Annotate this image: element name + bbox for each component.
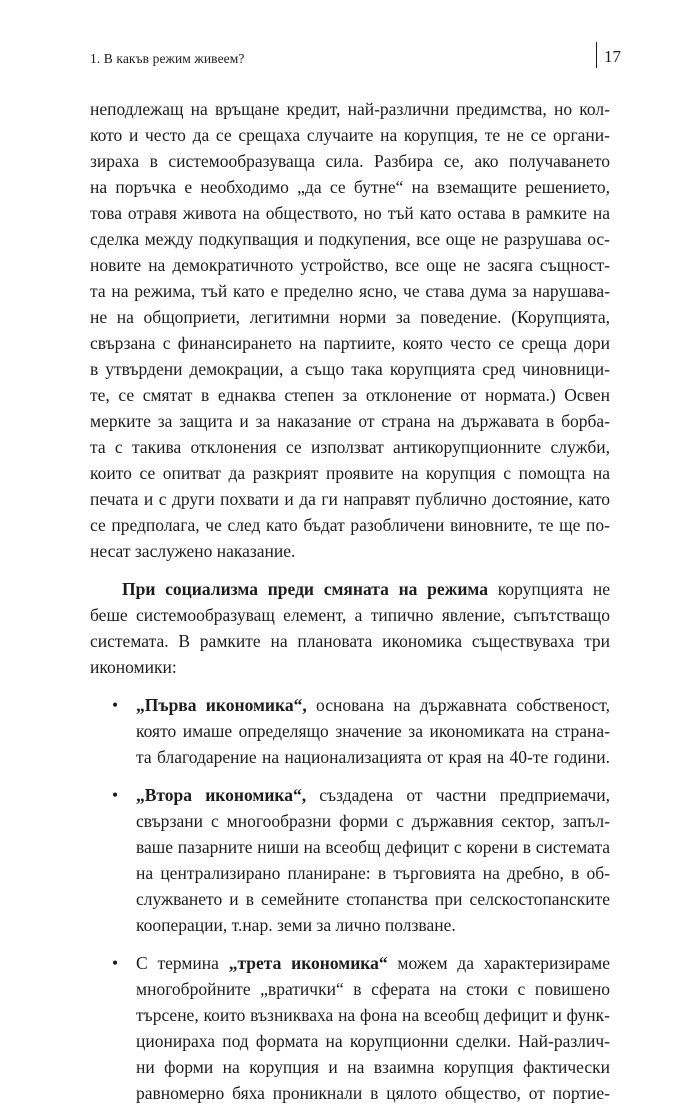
text-line: ваше пазарните ниши на всеобщ дефицит с корени в системата bbox=[136, 837, 610, 857]
text-line: мерките за защита и за наказание от страна на държавата в борба- bbox=[90, 411, 610, 431]
text-line: новите на демократичното устройство, все още не засяга същност- bbox=[90, 255, 610, 275]
text-line: беше системообразуващ елемент, а типично явление, съпътстващо bbox=[90, 605, 610, 625]
bold-phrase: При социализма преди смяната на режима bbox=[122, 579, 488, 599]
text-line: та на режима, тъй като е пределно ясно, че става дума за нарушава- bbox=[90, 281, 610, 301]
bold-phrase: „трета икономика“ bbox=[228, 953, 388, 973]
text-line: • С термина „трета икономика“ можем да характеризираме bbox=[90, 950, 610, 976]
page-number: 17 bbox=[604, 47, 621, 66]
text-line: не на общоприети, легитимни норми за поведение. (Корупцията, bbox=[90, 307, 610, 327]
text-line: те, се смятат в еднаква степен за отклонение от нормата.) Освен bbox=[90, 385, 610, 405]
text-line: неподлежащ на връщане кредит, най-различни предимства, но кол- bbox=[90, 99, 610, 119]
text-line: това отравя живота на обществото, но тъй като остава в рамките на bbox=[90, 203, 610, 223]
header-divider bbox=[596, 42, 597, 68]
bullet-item-1 bbox=[90, 692, 610, 770]
bullet-dot: • bbox=[112, 695, 119, 715]
text-line: свързани с многообразни форми с държавния сектор, запъл- bbox=[136, 811, 610, 831]
bullet-dot: • bbox=[112, 785, 119, 805]
text-line: кооперации, т.нар. земи за лично ползване. bbox=[136, 915, 456, 935]
text-line: • „Първа икономика“, основана на държавната собственост, bbox=[90, 692, 610, 718]
text-line: При социализма преди смяната на режима корупцията не bbox=[122, 579, 610, 599]
text-line: многобройните „вратички“ в сферата на стоки с повишено bbox=[136, 979, 610, 999]
text-line: та с такива отклонения се използват антикорупционните служби, bbox=[90, 437, 610, 457]
body-text bbox=[90, 96, 610, 1106]
text-line: несат заслужено наказание. bbox=[90, 541, 296, 561]
text-line: в утвърдени демокрации, а също така корупцията сред чиновници- bbox=[90, 359, 610, 379]
text-line: търсене, които възникваха на фона на всеобщ дефицит и функ- bbox=[136, 1005, 610, 1025]
paragraph-2 bbox=[90, 576, 610, 680]
text-line: които се опитват да разкрият проявите на корупция с помощта на bbox=[90, 463, 610, 483]
paragraph-1 bbox=[90, 96, 610, 564]
bullet-dot: • bbox=[112, 953, 119, 973]
text-line: свързана с финансирането на партиите, която често се среща дори bbox=[90, 333, 610, 353]
text-line: сделка между подкупващия и подкупения, все още не разрушава ос- bbox=[90, 229, 610, 249]
text-line: ни форми на корупция и на взаимна корупция фактически bbox=[136, 1057, 610, 1077]
bold-phrase: „Втора икономика“, bbox=[136, 785, 307, 805]
text-line: зираха в системообразуваща сила. Разбира се, ако получаването bbox=[90, 151, 610, 171]
bold-phrase: „Първа икономика“, bbox=[136, 695, 307, 715]
text-line: се предполага, че след като бъдат разобличени виновните, те ще по- bbox=[90, 515, 610, 535]
text-line: равномерно бяха проникнали в цялото общество, от портие- bbox=[136, 1083, 610, 1103]
text-line: служването и в семейните стопанства при селскостопанските bbox=[136, 889, 610, 909]
text-line: икономики: bbox=[90, 657, 177, 677]
text-line: печата и с други похвати и да ги направят публично достояние, като bbox=[90, 489, 610, 509]
text-line: ционираха под формата на корупционни сделки. Най-различ- bbox=[136, 1031, 610, 1051]
text-line: та благодарение на национализацията от края на 40-те години. bbox=[136, 747, 610, 767]
text-line: която имаше определящо значение за икономиката на страна- bbox=[136, 721, 610, 741]
text-line: системата. В рамките на плановата икономика съществуваха три bbox=[90, 631, 610, 651]
bullet-item-3 bbox=[90, 950, 610, 1106]
bullet-item-2 bbox=[90, 782, 610, 938]
running-header-title: 1. В какъв режим живеем? bbox=[90, 51, 245, 66]
text-line: на централизирано планиране: в търговията на дребно, в об- bbox=[136, 863, 610, 883]
text-line: • „Втора икономика“, създадена от частни предприемачи, bbox=[90, 782, 610, 808]
text-line: на поръчка е необходимо „да се бутне“ на вземащите решението, bbox=[90, 177, 610, 197]
text-line: кото и често да се срещаха случаите на корупция, те не се органи- bbox=[90, 125, 610, 145]
